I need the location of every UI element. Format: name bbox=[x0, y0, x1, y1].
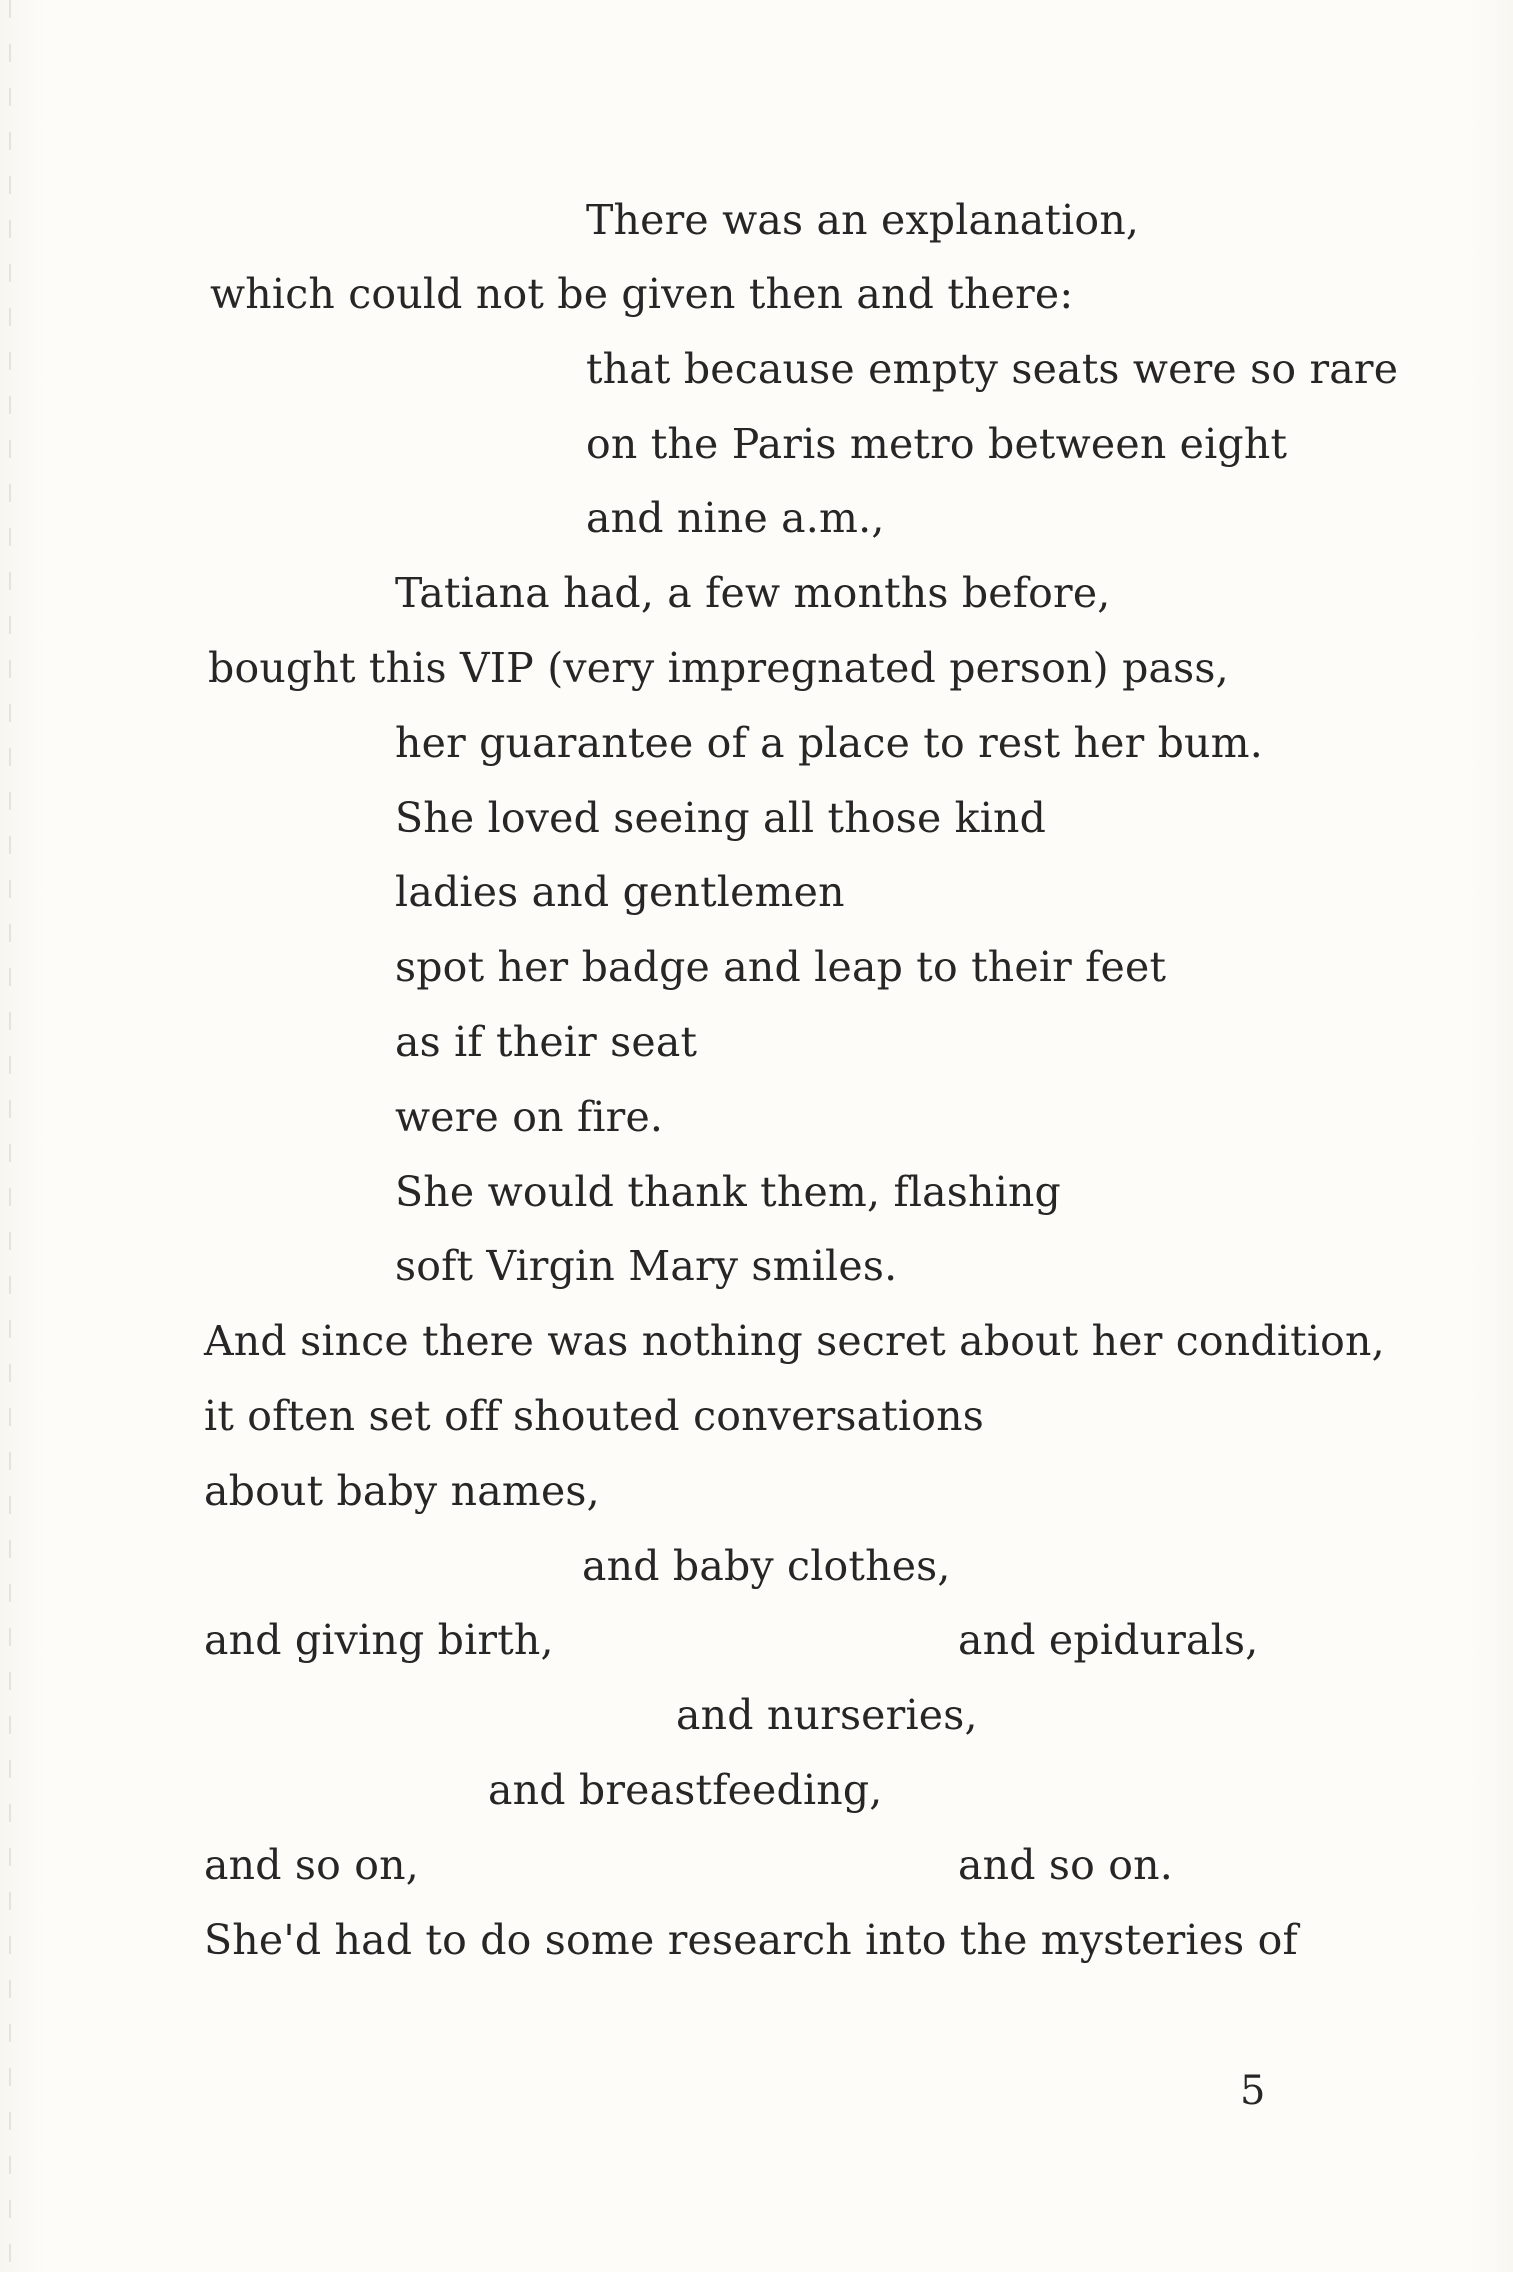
poem-line: She would thank them, flashing bbox=[395, 1168, 1062, 1216]
poem-line: and giving birth, bbox=[204, 1616, 554, 1664]
poem-line: that because empty seats were so rare bbox=[586, 345, 1399, 393]
poem-line: bought this VIP (very impregnated person) pass, bbox=[208, 644, 1229, 692]
poem-line: and nine a.m., bbox=[586, 494, 885, 542]
poem-line: There was an explanation, bbox=[586, 196, 1140, 244]
poem-line: ladies and gentlemen bbox=[395, 868, 845, 916]
poem-line: She'd had to do some research into the mysteries of bbox=[204, 1916, 1298, 1964]
poem-line: Tatiana had, a few months before, bbox=[395, 569, 1111, 617]
page-number: 5 bbox=[1240, 2068, 1266, 2114]
poem-line: and breastfeeding, bbox=[488, 1766, 883, 1814]
poem-line: and nurseries, bbox=[676, 1691, 978, 1739]
poem-line: her guarantee of a place to rest her bum. bbox=[395, 719, 1263, 767]
poem-line: and baby clothes, bbox=[582, 1542, 951, 1590]
poem-line: it often set off shouted conversations bbox=[204, 1392, 984, 1440]
poem-line: about baby names, bbox=[204, 1467, 600, 1515]
poem-line: as if their seat bbox=[395, 1018, 698, 1066]
poem-line: soft Virgin Mary smiles. bbox=[395, 1242, 898, 1290]
poem-line: and so on. bbox=[958, 1841, 1174, 1889]
poem-line: She loved seeing all those kind bbox=[395, 794, 1047, 842]
page-edge-shadow bbox=[9, 0, 11, 2272]
poem-line: on the Paris metro between eight bbox=[586, 420, 1288, 468]
poem-line: and epidurals, bbox=[958, 1616, 1259, 1664]
poem-line: were on fire. bbox=[395, 1093, 664, 1141]
poem-line: and so on, bbox=[204, 1841, 420, 1889]
poem-line: which could not be given then and there: bbox=[210, 270, 1074, 318]
poem-line: spot her badge and leap to their feet bbox=[395, 943, 1167, 991]
poem-line: And since there was nothing secret about her condition, bbox=[204, 1317, 1385, 1365]
